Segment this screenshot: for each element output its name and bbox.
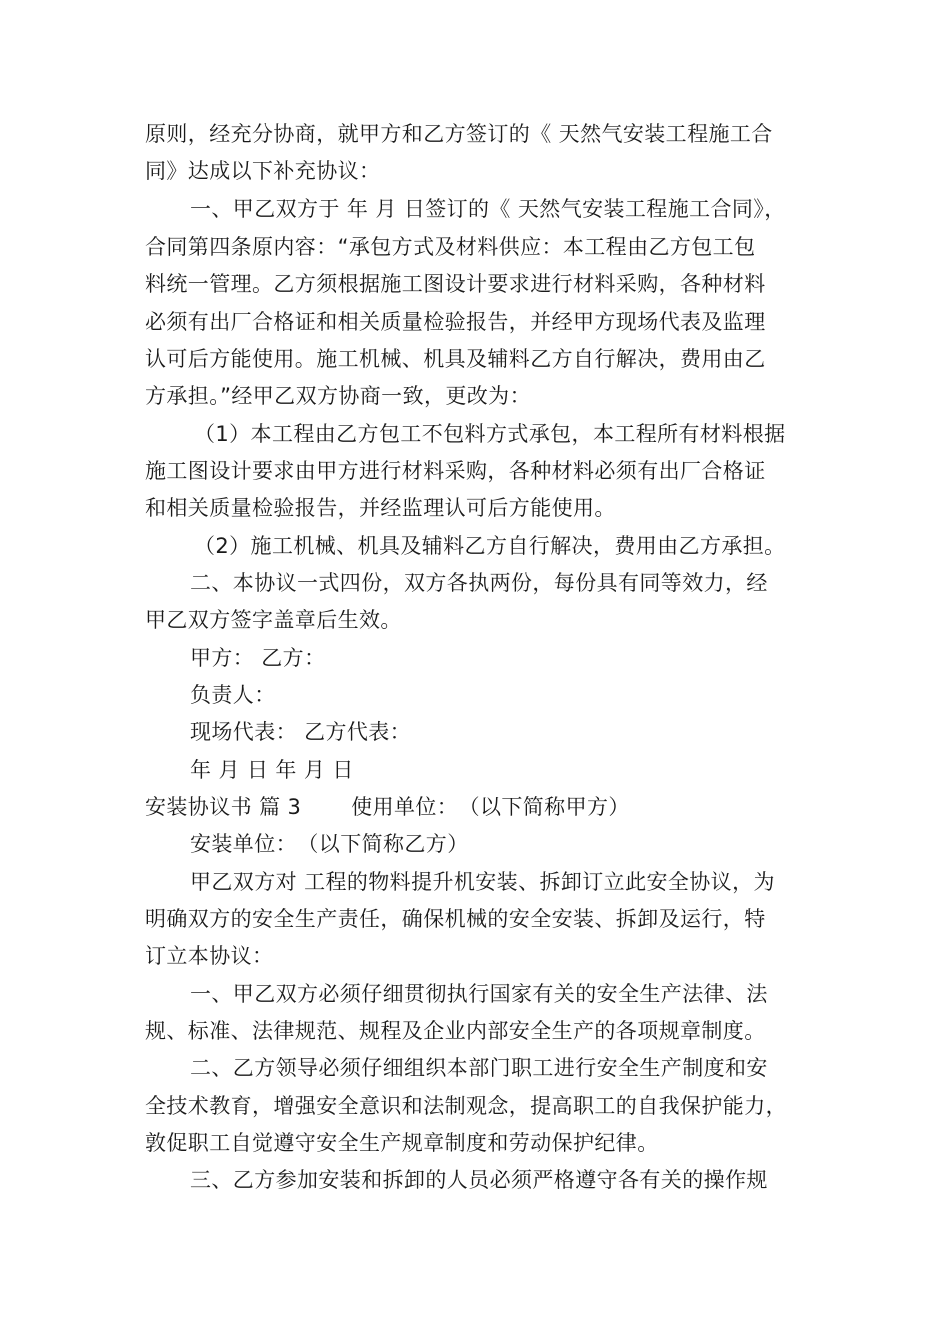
paragraph-line: 合同第四条原内容：“承包方式及材料供应：本工程由乙方包工包	[145, 235, 756, 259]
paragraph-line: （2）施工机械、机具及辅料乙方自行解决，费用由乙方承担。	[194, 534, 786, 558]
paragraph-line: 方承担。”经甲乙双方协商一致，更改为：	[145, 384, 531, 408]
paragraph-line: 甲乙双方签字盖章后生效。	[145, 608, 402, 632]
paragraph-line: 敦促职工自觉遵守安全生产规章制度和劳动保护纪律。	[145, 1131, 659, 1155]
paragraph-line: 一、甲乙双方于 年 月 日签订的《 天然气安装工程施工合同》，	[190, 197, 786, 221]
paragraph-line: 一、甲乙双方必须仔细贯彻执行国家有关的安全生产法律、法	[190, 982, 768, 1006]
section-heading: 安装协议书 篇 3 使用单位： （以下简称甲方）	[145, 795, 630, 819]
paragraph-line: 和相关质量检验报告，并经监理认可后方能使用。	[145, 496, 616, 520]
paragraph-line: 三、乙方参加安装和拆卸的人员必须严格遵守各有关的操作规	[190, 1168, 768, 1192]
paragraph-line: 施工图设计要求由甲方进行材料采购，各种材料必须有出厂合格证	[145, 459, 766, 483]
paragraph-line: 全技术教育，增强安全意识和法制观念，提高职工的自我保护能力，	[145, 1094, 787, 1118]
paragraph-line: 原则，经充分协商，就甲方和乙方签订的《 天然气安装工程施工合	[145, 122, 773, 146]
paragraph-line: 二、本协议一式四份，双方各执两份，每份具有同等效力，经	[190, 571, 768, 595]
signature-line: 甲方： 乙方：	[190, 646, 326, 670]
date-line: 年 月 日 年 月 日	[190, 758, 354, 782]
paragraph-line: 同》达成以下补充协议：	[145, 159, 381, 183]
paragraph-line: 料统一管理。乙方须根据施工图设计要求进行材料采购，各种材料	[145, 272, 766, 296]
paragraph-line: 安装单位： （以下简称乙方）	[190, 832, 469, 856]
paragraph-line: 规、标准、法律规范、规程及企业内部安全生产的各项规章制度。	[145, 1019, 766, 1043]
signature-line: 负责人：	[190, 683, 276, 707]
paragraph-line: 必须有出厂合格证和相关质量检验报告，并经甲方现场代表及监理	[145, 310, 766, 334]
paragraph-line: 订立本协议：	[145, 944, 274, 968]
paragraph-line: 明确双方的安全生产责任，确保机械的安全安装、拆卸及运行，特	[145, 907, 766, 931]
paragraph-line: 认可后方能使用。施工机械、机具及辅料乙方自行解决，费用由乙	[145, 347, 766, 371]
paragraph-line: 二、乙方领导必须仔细组织本部门职工进行安全生产制度和安	[190, 1056, 768, 1080]
paragraph-line: 甲乙双方对 工程的物料提升机安装、拆卸订立此安全协议，为	[190, 870, 775, 894]
signature-line: 现场代表： 乙方代表：	[190, 720, 412, 744]
paragraph-line: （1）本工程由乙方包工不包料方式承包，本工程所有材料根据	[194, 422, 786, 446]
